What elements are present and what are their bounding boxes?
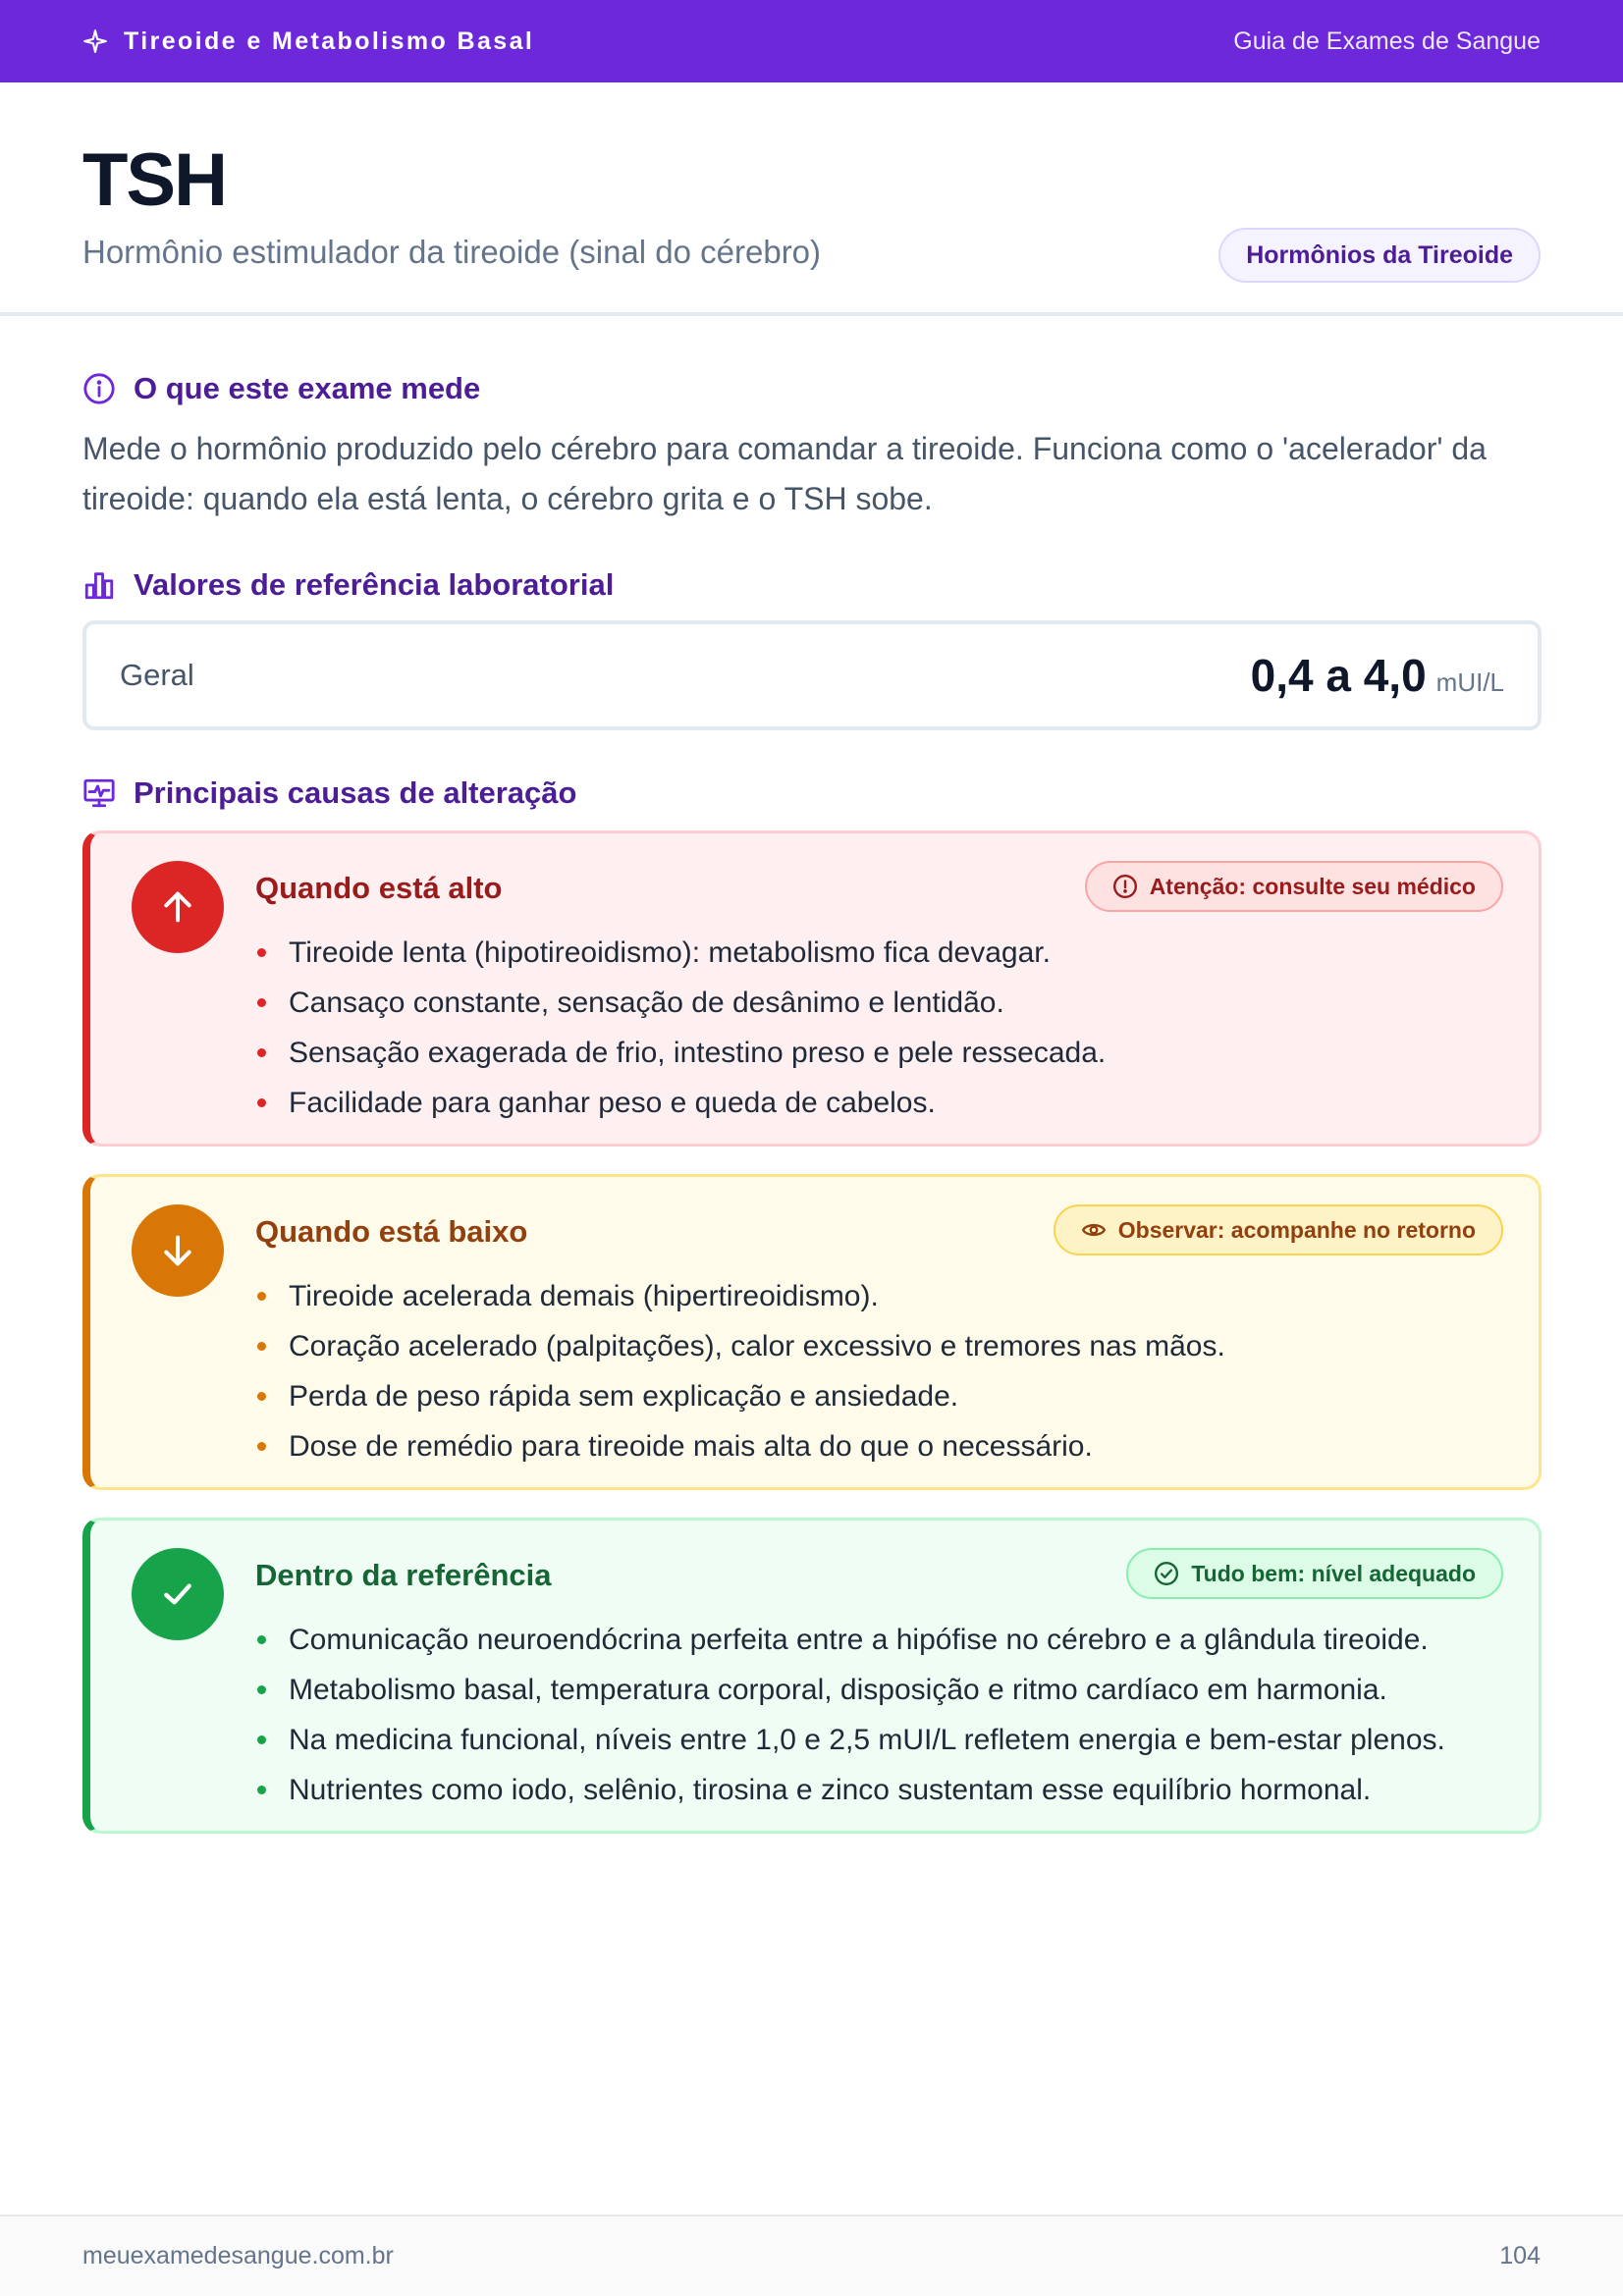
footer-site: meuexamedesangue.com.br bbox=[82, 2242, 394, 2269]
reference-label: Geral bbox=[120, 658, 194, 692]
alert-circle-icon bbox=[1112, 874, 1138, 899]
section-title: Tireoide e Metabolismo Basal bbox=[124, 27, 535, 55]
check-icon bbox=[132, 1548, 224, 1640]
card-normal-badge-label: Tudo bem: nível adequado bbox=[1191, 1560, 1476, 1586]
card-normal bbox=[82, 1518, 1542, 1834]
section-label bbox=[82, 27, 534, 56]
card-low-badge-label: Observar: acompanhe no retorno bbox=[1117, 1216, 1476, 1243]
what-heading-label: O que este exame mede bbox=[134, 371, 481, 405]
list-item: Tireoide lenta (hipotireoidismo): metabolismo fica devagar. bbox=[255, 928, 1106, 978]
card-high-badge bbox=[1085, 861, 1503, 912]
card-low-list bbox=[255, 1271, 1225, 1471]
list-item: Sensação exagerada de frio, intestino preso e pele ressecada. bbox=[255, 1028, 1106, 1078]
list-item: Coração acelerado (palpitações), calor excessivo e tremores nas mãos. bbox=[255, 1321, 1225, 1371]
list-item: Nutrientes como iodo, selênio, tirosina e zinco sustentam esse equilíbrio hormonal. bbox=[255, 1765, 1445, 1815]
monitor-pulse-icon bbox=[82, 776, 116, 810]
page-number: 104 bbox=[1499, 2242, 1541, 2269]
reference-heading bbox=[82, 567, 614, 603]
card-low-title: Quando está baixo bbox=[255, 1214, 528, 1249]
arrow-up-icon bbox=[132, 861, 224, 953]
page-subtitle: Hormônio estimulador da tireoide (sinal do cérebro) bbox=[82, 234, 822, 270]
list-item: Facilidade para ganhar peso e queda de cabelos. bbox=[255, 1078, 1106, 1128]
card-high bbox=[82, 830, 1542, 1147]
card-normal-badge bbox=[1126, 1548, 1503, 1599]
guide-title: Guia de Exames de Sangue bbox=[1233, 27, 1541, 55]
card-low bbox=[82, 1174, 1542, 1490]
list-item: Comunicação neuroendócrina perfeita entre a hipófise no cérebro e a glândula tireoide. bbox=[255, 1615, 1445, 1665]
reference-box bbox=[82, 620, 1542, 730]
top-bar bbox=[0, 0, 1623, 82]
list-item: Perda de peso rápida sem explicação e ansiedade. bbox=[255, 1371, 1225, 1421]
bar-chart-icon bbox=[82, 568, 116, 602]
card-high-list bbox=[255, 928, 1106, 1128]
eye-icon bbox=[1081, 1217, 1107, 1243]
card-normal-list bbox=[255, 1615, 1445, 1815]
causes-heading-label: Principais causas de alteração bbox=[134, 775, 577, 810]
list-item: Cansaço constante, sensação de desânimo e lentidão. bbox=[255, 978, 1106, 1028]
page-footer bbox=[0, 2215, 1623, 2296]
category-badge: Hormônios da Tireoide bbox=[1218, 228, 1541, 283]
card-high-badge-label: Atenção: consulte seu médico bbox=[1149, 873, 1476, 899]
list-item: Na medicina funcional, níveis entre 1,0 e 2,5 mUI/L refletem energia e bem-estar plenos. bbox=[255, 1715, 1445, 1765]
reference-unit: mUI/L bbox=[1435, 667, 1504, 697]
reference-value: 0,4 a 4,0 bbox=[1250, 650, 1427, 701]
list-item: Tireoide acelerada demais (hipertireoidismo). bbox=[255, 1271, 1225, 1321]
causes-heading bbox=[82, 775, 576, 811]
card-high-title: Quando está alto bbox=[255, 871, 503, 905]
card-normal-title: Dentro da referência bbox=[255, 1558, 552, 1592]
page-title: TSH bbox=[82, 138, 226, 222]
reference-heading-label: Valores de referência laboratorial bbox=[134, 567, 615, 602]
sparkle-icon bbox=[82, 28, 108, 54]
info-icon bbox=[82, 372, 116, 405]
list-item: Metabolismo basal, temperatura corporal, disposição e ritmo cardíaco em harmonia. bbox=[255, 1665, 1445, 1715]
arrow-down-icon bbox=[132, 1204, 224, 1297]
what-description: Mede o hormônio produzido pelo cérebro para comandar a tireoide. Funciona como o 'acelerador' da tireoide: quando ela está lenta, o cérebro grita e o TSH sobe. bbox=[82, 431, 1487, 516]
card-low-badge bbox=[1054, 1204, 1503, 1255]
check-circle-icon bbox=[1154, 1561, 1179, 1586]
reference-value-group bbox=[1251, 649, 1504, 702]
exam-header bbox=[0, 82, 1623, 316]
what-heading bbox=[82, 371, 480, 406]
list-item: Dose de remédio para tireoide mais alta do que o necessário. bbox=[255, 1421, 1225, 1471]
